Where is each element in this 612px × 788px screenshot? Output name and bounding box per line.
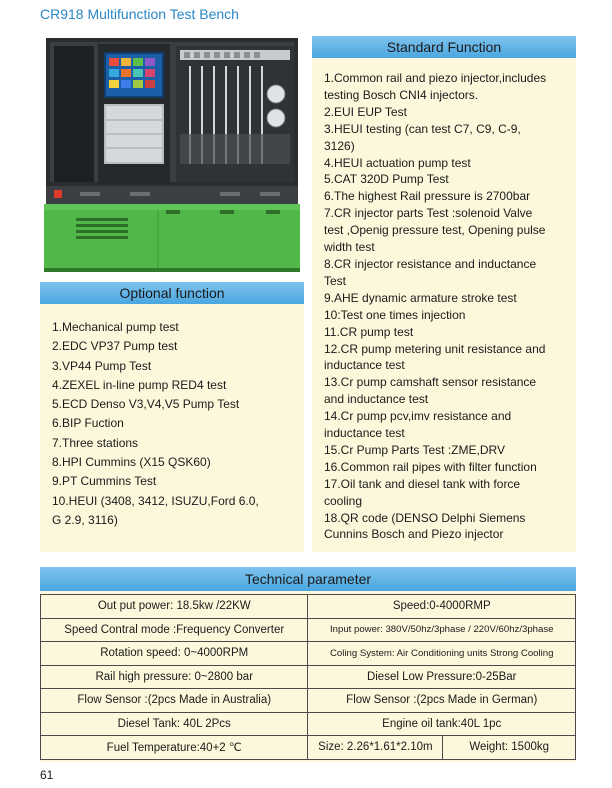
param-cell: Fuel Temperature:40+2 ℃ — [41, 736, 308, 760]
param-cell: Speed:0-4000RMP — [308, 595, 576, 619]
technical-parameter-section — [40, 567, 576, 762]
list-item: 8.CR injector resistance and inductance — [324, 256, 537, 271]
list-item: inductance test — [324, 358, 405, 373]
param-cell: Diesel Tank: 40L 2Pcs — [41, 712, 308, 736]
list-item: 10:Test one times injection — [324, 307, 466, 322]
technical-parameter-heading: Technical parameter — [40, 567, 576, 591]
optional-function-heading: Optional function — [40, 282, 304, 304]
param-cell: Flow Sensor :(2pcs Made in Australia) — [41, 689, 308, 713]
table-row — [41, 642, 576, 666]
list-item: 6.The highest Rail pressure is 2700bar — [324, 189, 531, 204]
param-cell: Flow Sensor :(2pcs Made in German) — [308, 689, 576, 713]
optional-function-list — [40, 304, 304, 530]
table-row — [41, 736, 576, 760]
list-item: 12.CR pump metering unit resistance and — [324, 341, 546, 356]
table-row — [41, 712, 576, 736]
standard-function-heading: Standard Function — [312, 36, 576, 58]
param-cell: Diesel Low Pressure:0-25Bar — [308, 665, 576, 689]
param-cell: Out put power: 18.5kw /22KW — [41, 595, 308, 619]
list-item: 3.VP44 Pump Test — [52, 358, 152, 373]
list-item: 16.Common rail pipes with filter function — [324, 459, 537, 474]
test-bench-machine-image — [40, 34, 304, 274]
list-item: 15.Cr Pump Parts Test :ZME,DRV — [324, 442, 505, 457]
param-cell: Weight: 1500kg — [443, 736, 576, 760]
list-item: inductance test — [324, 426, 405, 441]
list-item: Test — [324, 273, 347, 288]
param-cell: Rotation speed: 0~4000RPM — [41, 642, 308, 666]
list-item: 18.QR code (DENSO Delphi Siemens — [324, 510, 526, 525]
list-item: 2.EUI EUP Test — [324, 104, 407, 119]
list-item: cooling — [324, 493, 363, 508]
list-item: 14.Cr pump pcv,imv resistance and — [324, 409, 512, 424]
list-item: test ,Openig pressure test, Opening pulse — [324, 223, 546, 238]
list-item: 13.Cr pump camshaft sensor resistance — [324, 375, 537, 390]
list-item: 4.ZEXEL in-line pump RED4 test — [52, 377, 227, 392]
list-item: 5.CAT 320D Pump Test — [324, 172, 449, 187]
list-item: 3126) — [324, 138, 355, 153]
list-item: and inductance test — [324, 392, 429, 407]
list-item: 10.HEUI (3408, 3412, ISUZU,Ford 6.0, — [52, 493, 259, 508]
table-row — [41, 689, 576, 713]
standard-function-panel — [312, 36, 576, 552]
list-item: testing Bosch CNI4 injectors. — [324, 87, 479, 102]
page-number: 61 — [40, 768, 54, 782]
list-item: 2.EDC VP37 Pump test — [52, 339, 178, 354]
list-item: 11.CR pump test — [324, 324, 414, 339]
list-item: 17.Oil tank and diesel tank with force — [324, 476, 521, 491]
list-item: 7.Three stations — [52, 435, 139, 450]
param-cell: Speed Contral mode :Frequency Converter — [41, 618, 308, 642]
table-row — [41, 595, 576, 619]
standard-function-list — [312, 58, 576, 543]
list-item: 1.Common rail and piezo injector,includes — [324, 71, 547, 85]
list-item: 7.CR injector parts Test :solenoid Valve — [324, 206, 533, 221]
list-item: width test — [324, 240, 375, 255]
list-item: 6.BIP Fuction — [52, 416, 124, 431]
list-item: 1.Mechanical pump test — [52, 320, 179, 334]
list-item: 5.ECD Denso V3,V4,V5 Pump Test — [52, 397, 240, 412]
optional-function-panel — [40, 282, 304, 552]
param-cell: Engine oil tank:40L 1pc — [308, 712, 576, 736]
list-item: 8.HPI Cummins (X15 QSK60) — [52, 455, 211, 470]
param-cell: Rail high pressure: 0~2800 bar — [41, 665, 308, 689]
list-item: Cunnins Bosch and Piezo injector — [324, 527, 504, 542]
param-cell: Coling System: Air Conditioning units Strong Cooling — [308, 642, 576, 666]
page-title: CR918 Multifunction Test Bench — [40, 6, 239, 22]
technical-parameter-table — [40, 594, 576, 760]
list-item: G 2.9, 3116) — [52, 512, 118, 527]
param-cell: Size: 2.26*1.61*2.10m — [308, 736, 443, 760]
list-item: 3.HEUI testing (can test C7, C9, C-9, — [324, 121, 521, 136]
table-row — [41, 618, 576, 642]
list-item: 9.AHE dynamic armature stroke test — [324, 290, 517, 305]
list-item: 9.PT Cummins Test — [52, 474, 157, 489]
param-cell: Input power: 380V/50hz/3phase / 220V/60hz/3phase — [308, 618, 576, 642]
table-row — [41, 665, 576, 689]
list-item: 4.HEUI actuation pump test — [324, 155, 471, 170]
